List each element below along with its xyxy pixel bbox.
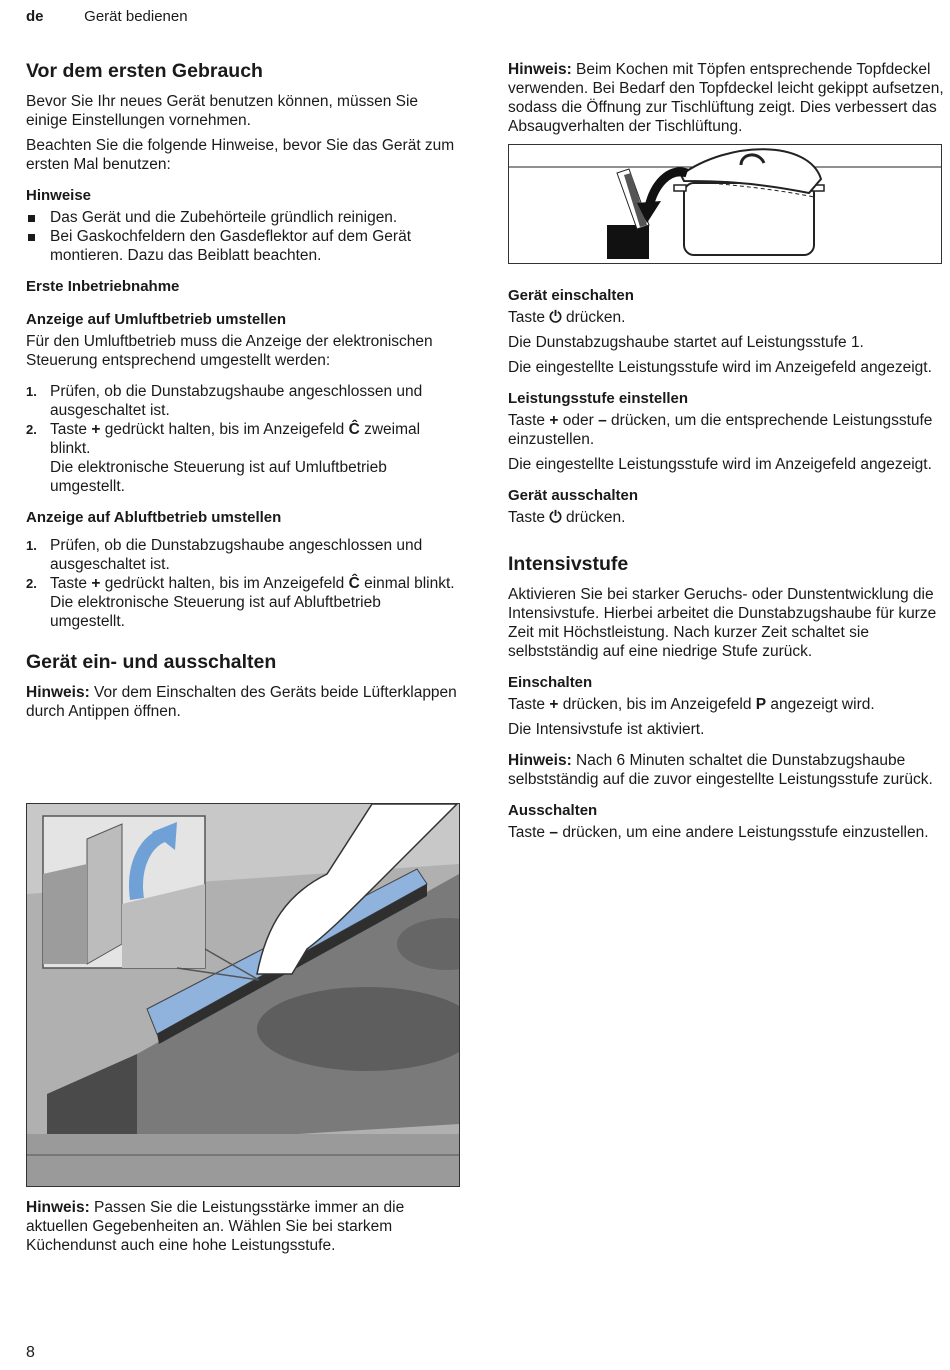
- paragraph: Die Intensivstufe ist aktiviert.: [508, 721, 705, 738]
- bottom-note-container: [26, 1198, 458, 1261]
- subsection-title: Anzeige auf Abluftbetrieb umstellen: [26, 509, 282, 526]
- header-title: Gerät bedienen: [84, 8, 188, 25]
- list-item: 2. Taste + gedrückt halten, bis im Anzeigefeld Ĉ zweimal blinkt. Die elektronische Steuerung ist auf Umluftbetrieb umgestellt.: [26, 421, 421, 495]
- list-item: 1. Prüfen, ob die Dunstabzugshaube angeschlossen und ausgeschaltet ist.: [26, 537, 423, 573]
- hinweise-label: Hinweise: [26, 187, 92, 204]
- list-item: Das Gerät und die Zubehörteile gründlich reinigen.: [26, 208, 458, 227]
- paragraph: Beachten Sie die folgende Hinweise, bevor Sie das Gerät zum ersten Mal benutzen:: [26, 137, 455, 173]
- page-header: [26, 8, 188, 25]
- paragraph: Taste + drücken, bis im Anzeigefeld P angezeigt wird.: [508, 696, 875, 713]
- subsection-title: Einschalten: [508, 674, 593, 691]
- illustration-pot-lid: [508, 144, 942, 264]
- subsection-title: Erste Inbetriebnahme: [26, 278, 180, 295]
- paragraph: Die eingestellte Leistungsstufe wird im Anzeigefeld angezeigt.: [508, 359, 932, 376]
- list-item: 1. Prüfen, ob die Dunstabzugshaube angeschlossen und ausgeschaltet ist.: [26, 383, 423, 419]
- section-title-first-use: Vor dem ersten Gebrauch: [26, 60, 263, 82]
- page-number: 8: [26, 1344, 35, 1361]
- display-p-icon: P: [755, 696, 767, 713]
- abluft-steps: [26, 536, 458, 631]
- paragraph: Taste + oder – drücken, um die entsprechende Leistungsstufe einzustellen.: [508, 412, 933, 448]
- paragraph: Taste – drücken, um eine andere Leistungsstufe einzustellen.: [508, 824, 929, 841]
- paragraph: Taste ⏻ drücken.: [508, 509, 626, 526]
- paragraph: Taste ⏻ drücken.: [508, 309, 626, 326]
- subsection-title: Gerät einschalten: [508, 287, 634, 304]
- paragraph: Die Dunstabzugshaube startet auf Leistungsstufe 1.: [508, 334, 864, 351]
- display-c-icon: Ĉ: [348, 421, 360, 438]
- illustration-fan-flaps: [26, 803, 460, 1187]
- note: Hinweis: Vor dem Einschalten des Geräts beide Lüfterklappen durch Antippen öffnen.: [26, 684, 457, 720]
- language-code: de: [26, 8, 44, 25]
- paragraph: Die eingestellte Leistungsstufe wird im Anzeigefeld angezeigt.: [508, 456, 932, 473]
- minus-key-icon: –: [598, 412, 607, 429]
- note: Hinweis: Passen Sie die Leistungsstärke immer an die aktuellen Gegebenheiten an. Wählen Sie bei starkem Küchendunst auch eine hohe Leistungsstufe.: [26, 1199, 405, 1254]
- subsection-title: Leistungsstufe einstellen: [508, 390, 689, 407]
- paragraph: Aktivieren Sie bei starker Geruchs- oder Dunstentwicklung die Intensivstufe. Hierbei arbeitet die Dunstabzugshaube für kurze Zeit mit Höchstleistung. Nach kurzer Zeit schaltet sie selbstständig auf eine niedrige Stufe zurück.: [508, 586, 937, 660]
- display-c-icon: Ĉ: [348, 575, 360, 592]
- minus-key-icon: –: [549, 824, 558, 841]
- list-item: 2. Taste + gedrückt halten, bis im Anzeigefeld Ĉ einmal blinkt. Die elektronische Steuerung ist auf Abluftbetrieb umgestellt.: [26, 575, 455, 630]
- subsection-title: Anzeige auf Umluftbetrieb umstellen: [26, 311, 287, 328]
- power-key-icon: ⏻: [549, 309, 562, 326]
- hinweise-list: [26, 208, 458, 265]
- plus-key-icon: +: [549, 412, 559, 429]
- subsection-title: Gerät ausschalten: [508, 487, 639, 504]
- pot-drawing: [509, 145, 941, 263]
- right-column: [508, 60, 944, 848]
- note: Hinweis: Nach 6 Minuten schaltet die Dunstabzugshaube selbstständig auf die zuvor eingestellte Leistungsstufe zurück.: [508, 752, 933, 788]
- list-item: Bei Gaskochfeldern den Gasdeflektor auf dem Gerät montieren. Dazu das Beiblatt beachten.: [26, 227, 458, 265]
- paragraph: Bevor Sie Ihr neues Gerät benutzen können, müssen Sie einige Einstellungen vornehmen.: [26, 93, 419, 129]
- left-column: [26, 60, 458, 727]
- section-title-on-off: Gerät ein- und ausschalten: [26, 651, 277, 673]
- note: Hinweis: Beim Kochen mit Töpfen entsprechende Topfdeckel verwenden. Bei Bedarf den Topfdeckel leicht gekippt aufsetzen, sodass die Öffnung zur Tischlüftung zeigt. Dies verbessert das Absaugverhalten der Tischlüftung.: [508, 61, 944, 135]
- power-key-icon: ⏻: [549, 509, 562, 526]
- plus-key-icon: +: [549, 696, 559, 713]
- umluft-steps: [26, 382, 458, 496]
- plus-key-icon: +: [91, 575, 101, 592]
- plus-key-icon: +: [91, 421, 101, 438]
- section-title-intensive: Intensivstufe: [508, 553, 629, 575]
- paragraph: Für den Umluftbetrieb muss die Anzeige der elektronischen Steuerung entsprechend umgestellt werden:: [26, 333, 433, 369]
- fan-flap-drawing: [27, 804, 459, 1186]
- subsection-title: Ausschalten: [508, 802, 598, 819]
